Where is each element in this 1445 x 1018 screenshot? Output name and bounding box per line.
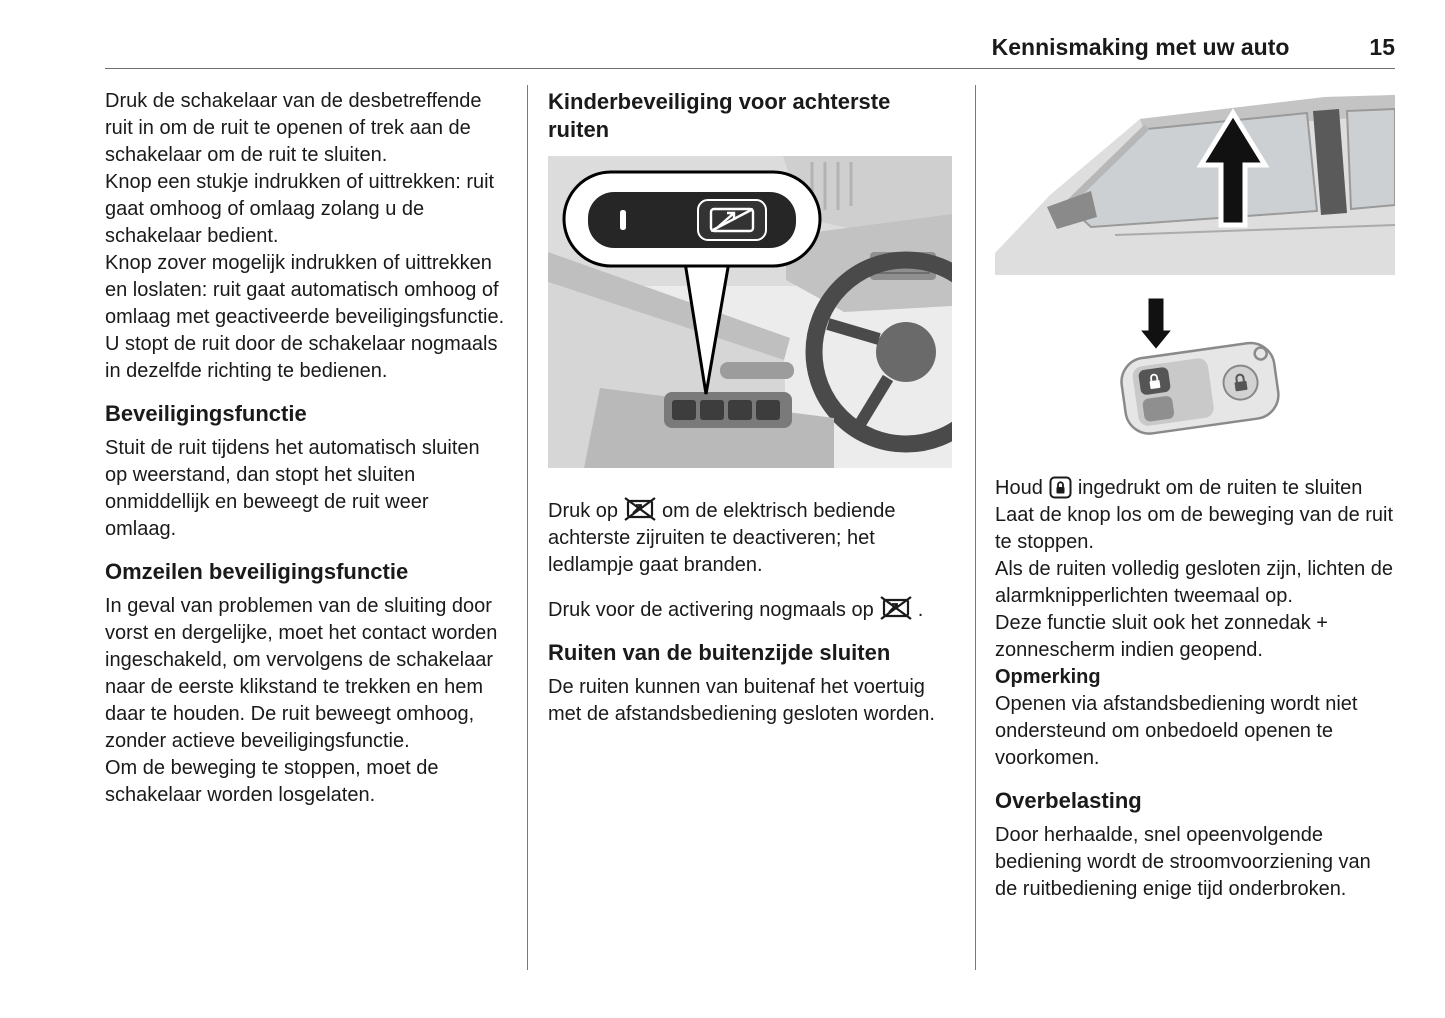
section-heading-overbelasting: Overbelasting (995, 788, 1142, 813)
paragraph-with-icon (548, 496, 952, 579)
press-arrow-icon (1138, 297, 1174, 351)
paragraph: Openen via afstandsbediening wordt niet ondersteund om onbedoeld openen te voorkomen. (995, 693, 1358, 769)
section-heading-ruiten-buitenzijde: Ruiten van de buitenzijde sluiten (548, 640, 891, 665)
rear-window-deactivate-icon (880, 595, 912, 621)
paragraph: De ruiten kunnen van buitenaf het voertuig met de afstandsbediening gesloten worden. (548, 676, 935, 725)
column-divider (975, 85, 976, 970)
header-rule (105, 68, 1395, 69)
page-number: 15 (1369, 34, 1395, 60)
lock-button-icon (1049, 476, 1072, 499)
text-run: Houd (995, 477, 1043, 499)
paragraph: In geval van problemen van de sluiting door vorst en dergelijke, moet het contact worden ingeschakeld, om vervolgens de schakelaar naar de eerste klikstand te trekken en hem daar te houden. De ruit beweegt omhoog, zonder actieve beveiligingsfunctie. (105, 595, 498, 752)
section-heading-kinderbeveiliging: Kinderbeveiliging voor achterste ruiten (548, 89, 891, 142)
column-1 (105, 88, 505, 809)
paragraph: Door herhaalde, snel opeenvolgende bediening wordt de stroomvoorziening van de ruitbediening enige tijd onderbroken. (995, 824, 1371, 900)
column-2 (548, 88, 952, 728)
car-window-close-illustration (995, 85, 1397, 283)
chapter-title: Kennismaking met uw auto (991, 34, 1290, 60)
door-switch-figure (548, 156, 952, 468)
paragraph: Als de ruiten volledig gesloten zijn, lichten de alarmknipperlichten tweemaal op. (995, 558, 1394, 607)
column-3 (995, 85, 1397, 903)
column-divider (527, 85, 528, 970)
paragraph: Laat de knop los om de beweging van de ruit te stoppen. (995, 504, 1394, 553)
remote-key-figure (995, 289, 1395, 451)
paragraph-with-icon (995, 475, 1397, 502)
section-heading-beveiligingsfunctie: Beveiligingsfunctie (105, 401, 307, 426)
paragraph: Stuit de ruit tijdens het automatisch sluiten op weerstand, dan stopt het sluiten onmiddellijk en beweegt de ruit weer omlaag. (105, 437, 480, 540)
paragraph: Om de beweging te stoppen, moet de schakelaar worden losgelaten. (105, 757, 439, 806)
text-run: ingedrukt om de ruiten te sluiten (1077, 477, 1363, 499)
paragraph: Deze functie sluit ook het zonnedak + zonnescherm indien geopend. (995, 612, 1328, 661)
page-header (105, 34, 1395, 61)
rear-window-deactivate-icon (624, 496, 656, 522)
text-run: Druk op (548, 500, 619, 522)
paragraph: Druk de schakelaar van de desbetreffende ruit in om de ruit te openen of trek aan de schakelaar om de ruit te sluiten. (105, 90, 482, 166)
remote-key-illustration (995, 289, 1397, 459)
note-label: Opmerking (995, 666, 1101, 688)
paragraph: Knop zover mogelijk indrukken of uittrekken en loslaten: ruit gaat automatisch omhoog of omlaag met geactiveerde beveiligingsfunctie. U stopt de ruit door de schakelaar nogmaals in dezelfde richting te bedienen. (105, 252, 505, 382)
paragraph: Knop een stukje indrukken of uittrekken: ruit gaat omhoog of omlaag zolang u de schakelaar bedient. (105, 171, 495, 247)
text-run: Druk voor de activering nogmaals op (548, 599, 874, 621)
text-run: om de elektrisch bediende achterste zijruiten te deactiveren; het ledlampje gaat branden. (548, 500, 896, 576)
door-switch-illustration (548, 156, 952, 476)
text-run: . (917, 599, 924, 621)
section-heading-omzeilen: Omzeilen beveiligingsfunctie (105, 559, 409, 584)
paragraph-with-icon (548, 595, 952, 624)
car-window-figure (995, 85, 1395, 275)
